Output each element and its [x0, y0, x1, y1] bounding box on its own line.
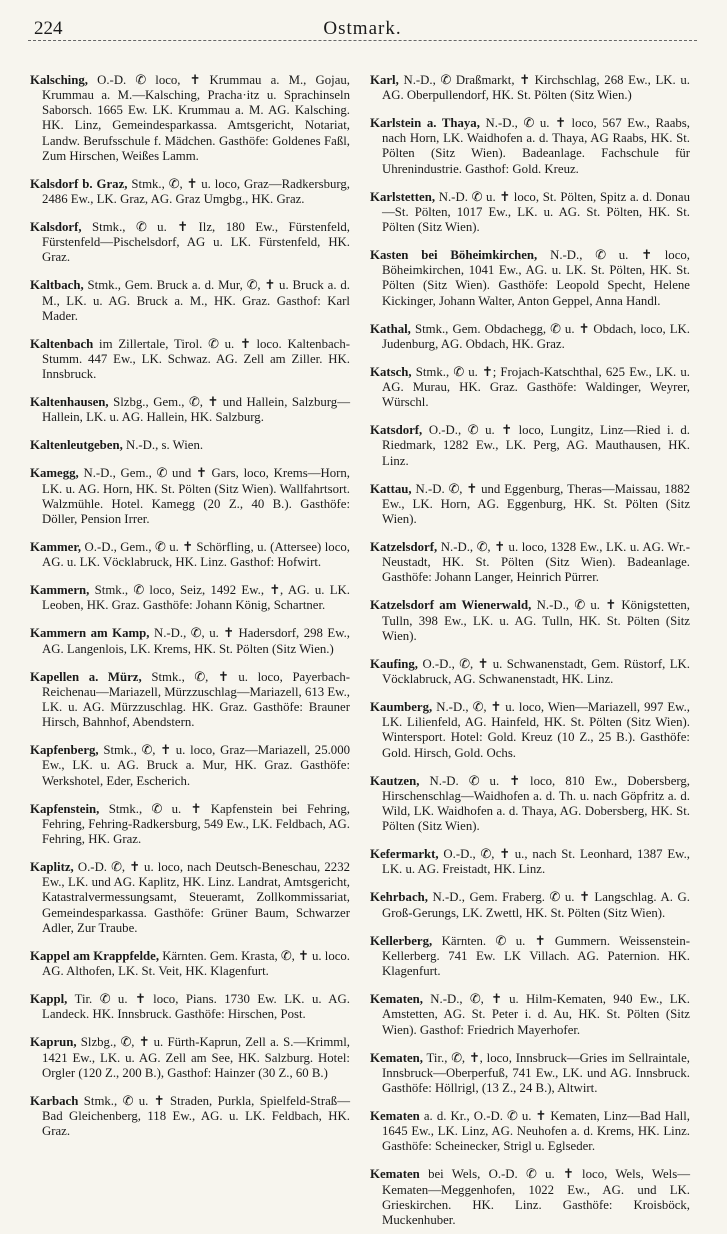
directory-entry: [30, 583, 350, 613]
left-column: [30, 60, 350, 1145]
entry-details: Kärnten. ✆ u. ✝ Gummern. Weissenstein-Kellerberg. 741 Ew. LK Villach. AG. Paternion. HK. Klagenfurt.: [382, 933, 690, 979]
entry-details: N.-D., ✆, ✝ u. loco, 1328 Ew., LK. u. AG. Wr.-Neustadt, HK. St. Pölten (Sitz Wien). Badeanlage. Gasthöfe: Johann Langer, Heinrich Pürrer.: [382, 540, 690, 585]
entry-details: N.-D. ✆ u. ✝ loco, St. Pölten, Spitz a. d. Donau—St. Pölten, 1017 Ew., LK. u. AG. St. Pölten, HK. St. Pölten (Sitz Wien).: [382, 189, 690, 235]
entry-place-name: Kematen,: [370, 1050, 423, 1065]
entry-details: N.-D., s. Wien.: [122, 438, 204, 453]
entry-details: O.-D. ✆ loco, ✝ Krummau a. M., Gojau, Krummau a. M.—Kalsching, Pracha·itz u. Sprachinseln Saborsch. 1665 Ew. LK. Krummau a. M. AG. Kalsching. HK. Linz, Gemeindesparkassa. Amtsgericht, Notariat, Landw. Berufsschule f. Mädchen. Gasthöfe: Goldenes Faßl, Zum Hirschen, Weißes Lamm.: [42, 72, 350, 163]
directory-entry: [370, 248, 690, 309]
directory-entry: [30, 395, 350, 425]
entry-details: O.-D. ✆, ✝ u. loco, nach Deutsch-Beneschau, 2232 Ew., LK. und AG. Kaplitz, HK. Linz. Landrat, Amtsgericht, Katastralvermessungsamt, Steueramt, Zollkommissariat, Gemeindesparkassa. Gasthöfe: Grüner Baum, Schwarzer Adler, Zur Traube.: [42, 860, 350, 935]
entry-place-name: Katzelsdorf,: [370, 540, 438, 555]
directory-entry: [30, 278, 350, 324]
entry-details: O.-D., Gem., ✆ u. ✝ Schörfling, u. (Attersee) loco, AG. u. LK. Vöcklabruck, HK. Linz. Gasthof: Hofwirt.: [42, 540, 350, 570]
entry-details: O.-D., ✆, ✝ u. Schwanenstadt, Gem. Rüstorf, LK. Vöcklabruck, AG. Schwanenstadt, HK. Linz.: [382, 656, 690, 687]
directory-entry: [30, 337, 350, 383]
directory-entry: [30, 438, 350, 453]
entry-place-name: Kaprun,: [30, 1035, 77, 1050]
directory-entry: [30, 220, 350, 266]
directory-entry: [30, 670, 350, 731]
entry-place-name: Kefermarkt,: [370, 847, 439, 862]
directory-entry: [30, 466, 350, 527]
entry-place-name: Kalsdorf,: [30, 220, 82, 235]
entry-details: N.-D., ✆ u. ✝ loco, 567 Ew., Raabs, nach Horn, LK. Waidhofen a. d. Thaya, AG Raabs, HK. St. Pölten (Sitz Wien). Badeanlage. Fachschule für Uhrenindustrie. Gasthof: Gold. Kreuz.: [382, 116, 690, 176]
directory-entry: [370, 322, 690, 352]
entry-place-name: Karlstetten,: [370, 189, 436, 204]
entry-details: a. d. Kr., O.-D. ✆ u. ✝ Kematen, Linz—Bad Hall, 1645 Ew., LK. Linz, AG. Neuhofen a. d. Krems, HK. Linz. Gasthöfe: Scheinecker, Strigl u. Eglseder.: [382, 1108, 690, 1154]
entry-details: Stmk., ✆, ✝ u. loco, Payerbach-Reichenau—Mariazell, Mürzzuschlag—Mariazell, 613 Ew., LK. u. AG. Mürzzuschlag. HK. Graz. Gasthöfe: Brauner Hirsch, Bahnhof, Abendstern.: [42, 669, 350, 730]
entry-place-name: Kellerberg,: [370, 933, 433, 948]
entry-place-name: Karl,: [370, 72, 399, 87]
entry-place-name: Kautzen,: [370, 773, 420, 788]
entry-place-name: Kammern am Kamp,: [30, 626, 150, 641]
entry-details: N.-D., ✆, ✝ u. loco, Wien—Mariazell, 997 Ew., LK. Lilienfeld, AG. Hainfeld, HK. St. Pölten (Sitz Wien). Wintersport. Hotel: Gold. Kreuz (10 Z., 25 B.). Gasthöfe: Gold. Hirsch, Gold. Ochs.: [382, 700, 690, 760]
directory-entry: [370, 116, 690, 177]
entry-details: Tir., ✆, ✝, loco, Innsbruck—Gries im Sellraintale, Innsbruck—Oberperfuß, 741 Ew., LK. und AG. Innsbruck. Gasthöfe: Höllrigl, (13 Z., 24 B.), Altwirt.: [382, 1050, 690, 1095]
entry-details: Stmk., ✆ u. ✝ Kapfenstein bei Fehring, Fehring, Fehring-Radkersburg, 549 Ew., LK. Feldbach, AG. Fehring, HK. Graz.: [42, 801, 350, 847]
entry-details: N.-D. ✆, ✝ und Eggenburg, Theras—Maissau, 1882 Ew., LK. Horn, AG. Eggenburg, HK. St. Pölten (Sitz Wien).: [382, 481, 690, 527]
directory-entry: [370, 657, 690, 687]
directory-entry: [30, 540, 350, 570]
entry-place-name: Kaltenleutgeben,: [30, 438, 123, 453]
entry-details: N.-D. ✆ u. ✝ loco, 810 Ew., Dobersberg, Hirschenschlag—Waidhofen a. d. Th. u. nach Göpfritz a. d. Wild, LK. Waidhofen a. d. Thaya, AG. Dobersberg, HK. St. Pölten (Sitz Wien).: [382, 773, 690, 834]
entry-details: Stmk., Gem. Obdachegg, ✆ u. ✝ Obdach, loco, LK. Judenburg, AG. Obdach, HK. Graz.: [382, 321, 690, 351]
directory-entry: [370, 598, 690, 644]
entry-place-name: Kammern,: [30, 583, 90, 598]
entry-details: N.-D., ✆ u. ✝ Königstetten, Tulln, 398 Ew., LK. u. AG. Tulln, HK. St. Pölten (Sitz Wien).: [382, 598, 690, 643]
entry-details: N.-D., ✆ Draßmarkt, ✝ Kirchschlag, 268 Ew., LK. u. AG. Oberpullendorf, HK. St. Pölten (Sitz Wien.): [382, 72, 690, 102]
directory-entry: [30, 860, 350, 936]
entry-details: bei Wels, O.-D. ✆ u. ✝ loco, Wels, Wels—Kematen—Meggenhofen, 1022 Ew., AG. und LK. Grieskirchen. HK. Linz. Gasthöfe: Kroisböck, Muckenhuber.: [382, 1167, 690, 1227]
right-column: [370, 60, 690, 1234]
entry-place-name: Kematen,: [370, 992, 423, 1007]
directory-entry: [370, 1167, 690, 1228]
directory-entry: [370, 365, 690, 411]
entry-place-name: Kasten bei Böheimkirchen,: [370, 248, 538, 263]
entry-details: O.-D., ✆, ✝ u., nach St. Leonhard, 1387 Ew., LK. u. AG. Freistadt, HK. Linz.: [382, 847, 690, 877]
entry-place-name: Karlstein a. Thaya,: [370, 116, 480, 130]
directory-entry: [370, 774, 690, 835]
entry-place-name: Karbach: [30, 1093, 79, 1108]
directory-entry: [370, 190, 690, 236]
directory-entry: [30, 802, 350, 848]
directory-entry: [30, 1035, 350, 1081]
directory-entry: [370, 73, 690, 103]
entry-details: Slzbg., Gem., ✆, ✝ und Hallein, Salzburg—Hallein, LK. u. AG. Hallein, HK. Salzburg.: [42, 395, 350, 425]
entry-place-name: Kaplitz,: [30, 860, 74, 875]
entry-place-name: Kehrbach,: [370, 890, 428, 905]
entry-details: N.-D., ✆, ✝ u. Hilm-Kematen, 940 Ew., LK. Amstetten, AG. St. Peter i. d. Au, HK. St. Pölten (Sitz Wien). Gasthof: Friedrich Mayerhofer.: [382, 992, 690, 1037]
directory-entry: [370, 934, 690, 980]
entry-place-name: Kapfenberg,: [30, 743, 99, 758]
entry-details: Stmk., ✆ u. ✝ Straden, Purkla, Spielfeld-Straß—Bad Gleichenberg, 118 Ew., AG. u. LK. Feldbach, HK. Graz.: [42, 1093, 350, 1139]
directory-entry: [370, 423, 690, 469]
entry-details: Slzbg., ✆, ✝ u. Fürth-Kaprun, Zell a. S.—Krimml, 1421 Ew., LK. u. AG. Zell am See, HK. Salzburg. Hotel: Orgler (120 Z., 200 B.), Gasthof: Hainzer (30 Z., 60 B.): [42, 1035, 350, 1080]
entry-details: Stmk., ✆ u. ✝; Frojach-Katschthal, 625 Ew., LK. u. AG. Murau, HK. Graz. Gasthöfe: Waldinger, Weyrer, Würschl.: [382, 364, 690, 410]
entry-place-name: Kematen: [370, 1108, 420, 1123]
directory-entry: [370, 482, 690, 528]
entry-place-name: Kaufing,: [370, 656, 419, 671]
entry-details: Stmk., ✆, ✝ u. loco, Graz—Mariazell, 25.000 Ew., LK. u. AG. Bruck a. Mur, HK. Graz. Gasthöfe: Werkshotel, Eder, Escherich.: [42, 743, 350, 788]
directory-entry: [30, 177, 350, 207]
entry-place-name: Kalsching,: [30, 72, 88, 87]
directory-entry: [370, 540, 690, 586]
entry-place-name: Kalsdorf b. Graz,: [30, 176, 128, 191]
entry-details: Stmk., ✆, ✝ u. loco, Graz—Radkersburg, 2486 Ew., LK. Graz, AG. Graz Umgbg., HK. Graz.: [42, 176, 350, 207]
entry-place-name: Kathal,: [370, 321, 411, 336]
entry-details: im Zillertale, Tirol. ✆ u. ✝ loco. Kaltenbach-Stumm. 447 Ew., LK. Schwaz. AG. Zell am Ziller. HK. Innsbruck.: [42, 336, 350, 382]
directory-entry: [370, 1051, 690, 1097]
directory-entry: [370, 992, 690, 1038]
entry-place-name: Kapellen a. Mürz,: [30, 669, 142, 684]
directory-entry: [370, 1109, 690, 1155]
entry-place-name: Katzelsdorf am Wienerwald,: [370, 598, 532, 613]
entry-details: N.-D., Gem., ✆ und ✝ Gars, loco, Krems—Horn, LK. u. AG. Horn, HK. St. Pölten (Sitz Wien). Wallfahrtsort. Walzmühle. Hotel. Kamegg (20 Z., 40 B.). Gasthöfe: Döller, Pension Irrer.: [42, 466, 350, 527]
entry-place-name: Kammer,: [30, 540, 82, 555]
entry-place-name: Kapfenstein,: [30, 801, 100, 816]
directory-entry: [30, 992, 350, 1022]
entry-details: Tir. ✆ u. ✝ loco, Pians. 1730 Ew. LK. u. AG. Landeck. HK. Innsbruck. Gasthöfe: Hirschen, Post.: [42, 992, 350, 1022]
entry-place-name: Kaltenhausen,: [30, 395, 109, 410]
directory-entry: [370, 847, 690, 877]
entry-place-name: Kappel am Krappfelde,: [30, 948, 160, 963]
directory-entry: [30, 1094, 350, 1140]
entry-details: Stmk., ✆ u. ✝ Ilz, 180 Ew., Fürstenfeld, Fürstenfeld—Pischelsdorf, AG u. LK. Fürstenfeld, HK. Graz.: [42, 220, 350, 265]
entry-place-name: Kappl,: [30, 992, 68, 1007]
entry-place-name: Katsdorf,: [370, 423, 423, 438]
entry-details: O.-D., ✆ u. ✝ loco, Lungitz, Linz—Ried i. d. Riedmark, 1282 Ew., LK. Perg, AG. Mauthausen, HK. Linz.: [382, 423, 690, 468]
directory-entry: [30, 73, 350, 164]
directory-entry: [370, 890, 690, 920]
directory-entry: [370, 700, 690, 761]
directory-entry: [30, 626, 350, 656]
entry-details: Kärnten. Gem. Krasta, ✆, ✝ u. loco. AG. Althofen, LK. St. Veit, HK. Klagenfurt.: [42, 948, 351, 979]
entry-place-name: Kaumberg,: [370, 700, 433, 715]
entry-details: N.-D., Gem. Fraberg. ✆ u. ✝ Langschlag. A. G. Groß-Gerungs, LK. Zwettl, HK. St. Pölten (Sitz Wien).: [382, 890, 690, 920]
entry-place-name: Kaltenbach: [30, 336, 94, 351]
entry-place-name: Kaltbach,: [30, 278, 84, 293]
page-number: 224: [34, 18, 63, 39]
entry-place-name: Katsch,: [370, 364, 412, 379]
entry-details: N.-D., ✆, u. ✝ Hadersdorf, 298 Ew., AG. Langenlois, LK. Krems, HK. St. Pölten (Sitz Wien.): [42, 626, 351, 656]
entry-details: N.-D., ✆ u. ✝ loco, Böheimkirchen, 1041 Ew., AG. u. LK. St. Pölten, HK. St. Pölten (Sitz Wien). Gasthöfe: Leopold Specht, Helene Kickinger, Johann Walter, Anton Geppel, Anna Handl.: [382, 248, 690, 308]
page-header: [28, 8, 697, 41]
entry-place-name: Kattau,: [370, 481, 412, 496]
running-title: Ostmark.: [323, 18, 402, 39]
directory-entry: [30, 949, 350, 979]
entry-place-name: Kamegg,: [30, 466, 79, 481]
entry-details: Stmk., ✆ loco, Seiz, 1492 Ew., ✝, AG. u. LK. Leoben, HK. Graz. Gasthöfe: Johann König, Schartner.: [42, 583, 350, 613]
entry-place-name: Kematen: [370, 1167, 420, 1182]
directory-entry: [30, 743, 350, 789]
entry-details: Stmk., Gem. Bruck a. d. Mur, ✆, ✝ u. Bruck a. d. M., LK. u. AG. Bruck a. M., HK. Graz. Gasthof: Karl Mader.: [42, 278, 350, 323]
